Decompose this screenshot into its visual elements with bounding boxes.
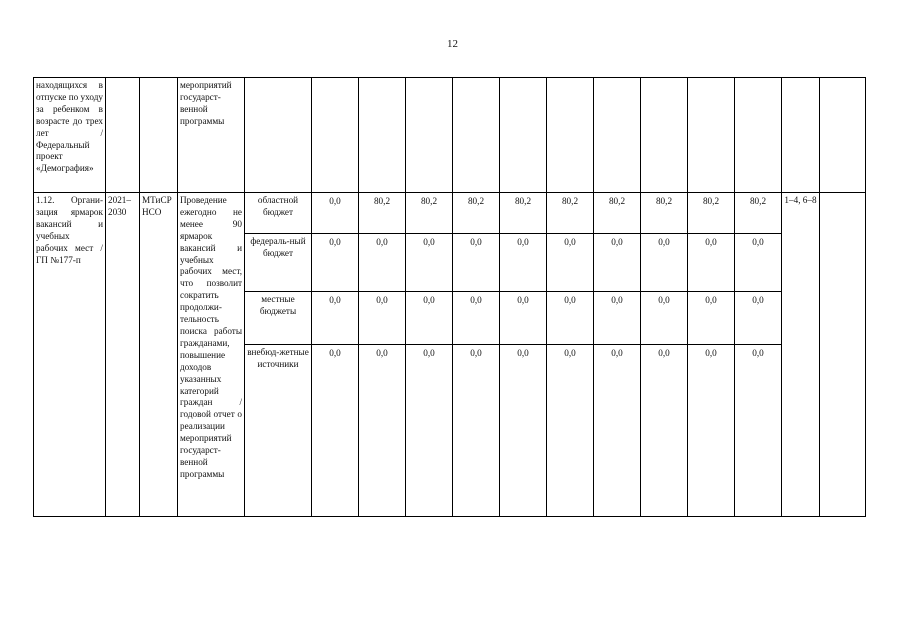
period-cell: 2021–2030 xyxy=(106,193,140,517)
value-cell: 0,0 xyxy=(312,193,359,234)
value-cell: 0,0 xyxy=(735,234,782,292)
value-cell: 0,0 xyxy=(735,292,782,345)
indicators-cell: 1–4, 6–8 xyxy=(782,193,820,517)
value-cell: 0,0 xyxy=(500,292,547,345)
value-cell: 0,0 xyxy=(453,292,500,345)
value-cell: 80,2 xyxy=(453,193,500,234)
value-cell: 0,0 xyxy=(312,234,359,292)
value-cell: 0,0 xyxy=(406,234,453,292)
value-cell: 0,0 xyxy=(406,345,453,517)
value-cell: 80,2 xyxy=(735,193,782,234)
value-cell: 80,2 xyxy=(547,193,594,234)
value-cell: 80,2 xyxy=(500,193,547,234)
value-cell: 0,0 xyxy=(688,292,735,345)
value-cell: 0,0 xyxy=(359,234,406,292)
value-cell: 80,2 xyxy=(594,193,641,234)
value-cell: 80,2 xyxy=(688,193,735,234)
value-cell: 0,0 xyxy=(500,345,547,517)
value-cell: 0,0 xyxy=(547,345,594,517)
value-cell: 0,0 xyxy=(735,345,782,517)
value-cell: 0,0 xyxy=(453,345,500,517)
value-cell: 0,0 xyxy=(688,345,735,517)
value-cell: 80,2 xyxy=(641,193,688,234)
value-cell: 0,0 xyxy=(406,292,453,345)
value-cell: 0,0 xyxy=(594,234,641,292)
value-cell: 0,0 xyxy=(359,292,406,345)
value-cell: 0,0 xyxy=(641,345,688,517)
value-cell: 80,2 xyxy=(359,193,406,234)
measure-name-cell: 1.12. Органи-зация ярмарок вакансий и учебных рабочих мест / ГП №177-п xyxy=(34,193,106,517)
value-cell: 0,0 xyxy=(594,345,641,517)
value-cell: 0,0 xyxy=(641,292,688,345)
executor-cell: МТиСР НСО xyxy=(140,193,178,517)
table-row xyxy=(34,193,866,234)
source-label: областной бюджет xyxy=(245,193,312,234)
value-cell: 0,0 xyxy=(453,234,500,292)
expected-result-cell: Проведение ежегодно не менее 90 ярмарок вакансий и учебных рабочих мест, что позволит сократить продолжи-тельность поиска работы гражданами, повышение доходов указанных категорий граждан / годовой отчет о реализации мероприятий государст-венной программы xyxy=(178,193,245,517)
source-label: местные бюджеты xyxy=(245,292,312,345)
value-cell: 0,0 xyxy=(500,234,547,292)
program-table xyxy=(33,77,866,517)
table-row xyxy=(34,78,866,193)
value-cell: 0,0 xyxy=(312,292,359,345)
value-cell: 0,0 xyxy=(547,292,594,345)
value-cell: 0,0 xyxy=(688,234,735,292)
value-cell: 0,0 xyxy=(641,234,688,292)
source-label: федераль-ный бюджет xyxy=(245,234,312,292)
row1-name-cell: находящихся в отпуске по уходу за ребенком в возрасте до трех лет / Федеральный проект «Демография» xyxy=(34,78,106,193)
value-cell: 0,0 xyxy=(312,345,359,517)
source-label: внебюд-жетные источники xyxy=(245,345,312,517)
value-cell: 0,0 xyxy=(594,292,641,345)
value-cell: 80,2 xyxy=(406,193,453,234)
page-number: 12 xyxy=(447,38,458,50)
value-cell: 0,0 xyxy=(359,345,406,517)
value-cell: 0,0 xyxy=(547,234,594,292)
row1-result-cell: мероприятий государст-венной программы xyxy=(178,78,245,193)
